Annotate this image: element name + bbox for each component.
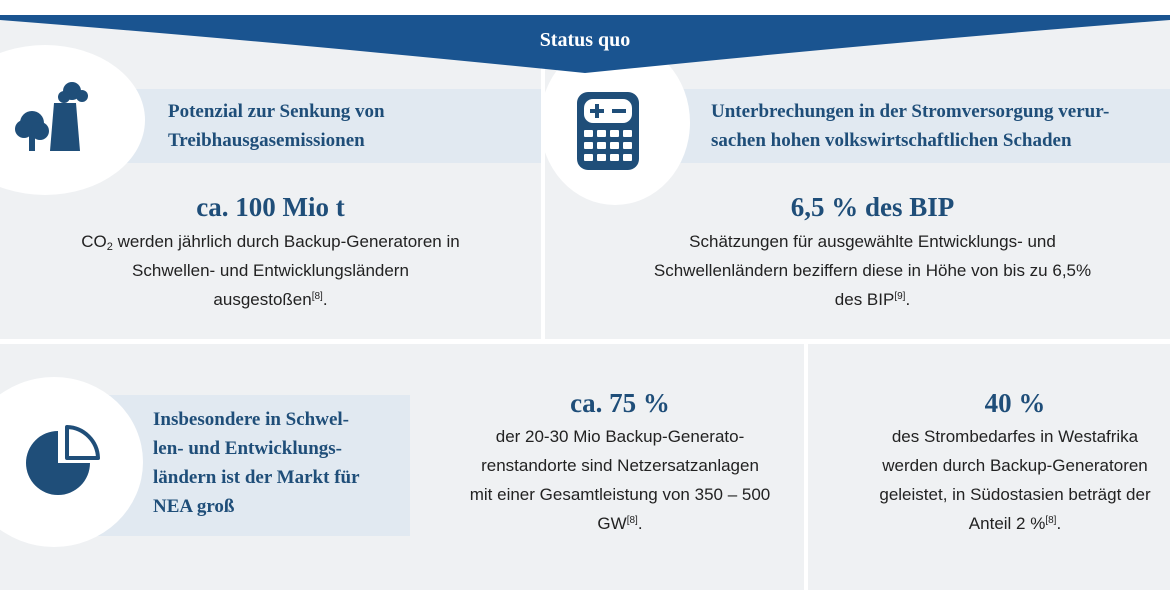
outages-text <box>545 227 1170 314</box>
market-figure: ca. 75 % <box>570 388 670 418</box>
emissions-text-end: . <box>322 290 328 309</box>
emissions-text-segment: ausgestoßen <box>213 290 312 309</box>
westafrica-figure: 40 % <box>984 388 1046 418</box>
reference-marker: [8] <box>311 291 323 302</box>
emissions-text-line: Schwellen- und Entwicklungsländern <box>132 261 409 280</box>
market-text-line: der 20-30 Mio Backup-Generato- <box>495 427 745 446</box>
market-text <box>420 422 804 538</box>
emissions-text-line <box>0 285 541 314</box>
calculator-icon <box>575 90 641 172</box>
emissions-text <box>0 227 541 314</box>
market-text-segment: GW <box>597 514 627 533</box>
market-text-end: . <box>637 514 643 533</box>
co2-label: CO <box>81 232 107 251</box>
emissions-heading-line: Treibhausgasemissionen <box>168 130 365 151</box>
market-text-line <box>420 509 804 538</box>
outages-heading-line: sachen hohen volkswirtschaftlichen Schaden <box>711 130 1072 151</box>
outages-text-line: Schwellenländern beziffern diese in Höhe von bis zu 6,5% <box>653 261 1092 280</box>
reference-marker: [8] <box>626 515 638 526</box>
emissions-heading-line: Potenzial zur Senkung von <box>168 101 385 122</box>
market-heading-line: Insbesondere in Schwel- <box>153 409 350 430</box>
reference-marker: [9] <box>894 291 906 302</box>
emissions-heading <box>168 97 385 155</box>
market-heading <box>153 405 360 521</box>
market-text-line: mit einer Gesamtleistung von 350 – 500 <box>469 485 771 504</box>
outages-text-line: Schätzungen für ausgewählte Entwicklungs- und <box>689 232 1056 251</box>
outages-text-segment: des BIP <box>834 290 895 309</box>
market-text-line: renstandorte sind Netzersatzanlagen <box>481 456 759 475</box>
emissions-text-line <box>0 227 541 256</box>
outages-heading <box>711 97 1109 155</box>
co2-subscript: 2 <box>106 241 113 253</box>
emissions-figure: ca. 100 Mio t <box>196 192 345 222</box>
westafrica-text-line: geleistet, in Südostasien beträgt der <box>879 485 1151 504</box>
pie-chart-icon <box>24 423 102 501</box>
westafrica-text-line: des Strombedarfes in Westafrika <box>891 427 1139 446</box>
westafrica-text-line <box>808 509 1170 538</box>
outages-heading-line: Unterbrechungen in der Stromversorgung verur- <box>711 101 1110 122</box>
westafrica-text <box>808 422 1170 538</box>
outages-figure: 6,5 % des BIP <box>790 192 955 222</box>
market-heading-line: ländern ist der Markt für <box>153 467 360 488</box>
reference-marker: [8] <box>1045 515 1057 526</box>
market-card <box>0 344 804 590</box>
westafrica-text-end: . <box>1056 514 1062 533</box>
market-heading-line: NEA groß <box>153 496 235 517</box>
outages-text-line <box>545 285 1170 314</box>
westafrica-card <box>808 344 1170 590</box>
market-heading-line: len- und Entwicklungs- <box>153 438 343 459</box>
banner-title: Status quo <box>539 29 631 51</box>
emissions-text-rest: werden jährlich durch Backup-Generatoren in <box>112 232 460 251</box>
westafrica-text-segment: Anteil 2 % <box>968 514 1046 533</box>
factory-tree-icon <box>10 77 88 155</box>
outages-text-end: . <box>905 290 911 309</box>
westafrica-text-line: werden durch Backup-Generatoren <box>882 456 1148 475</box>
